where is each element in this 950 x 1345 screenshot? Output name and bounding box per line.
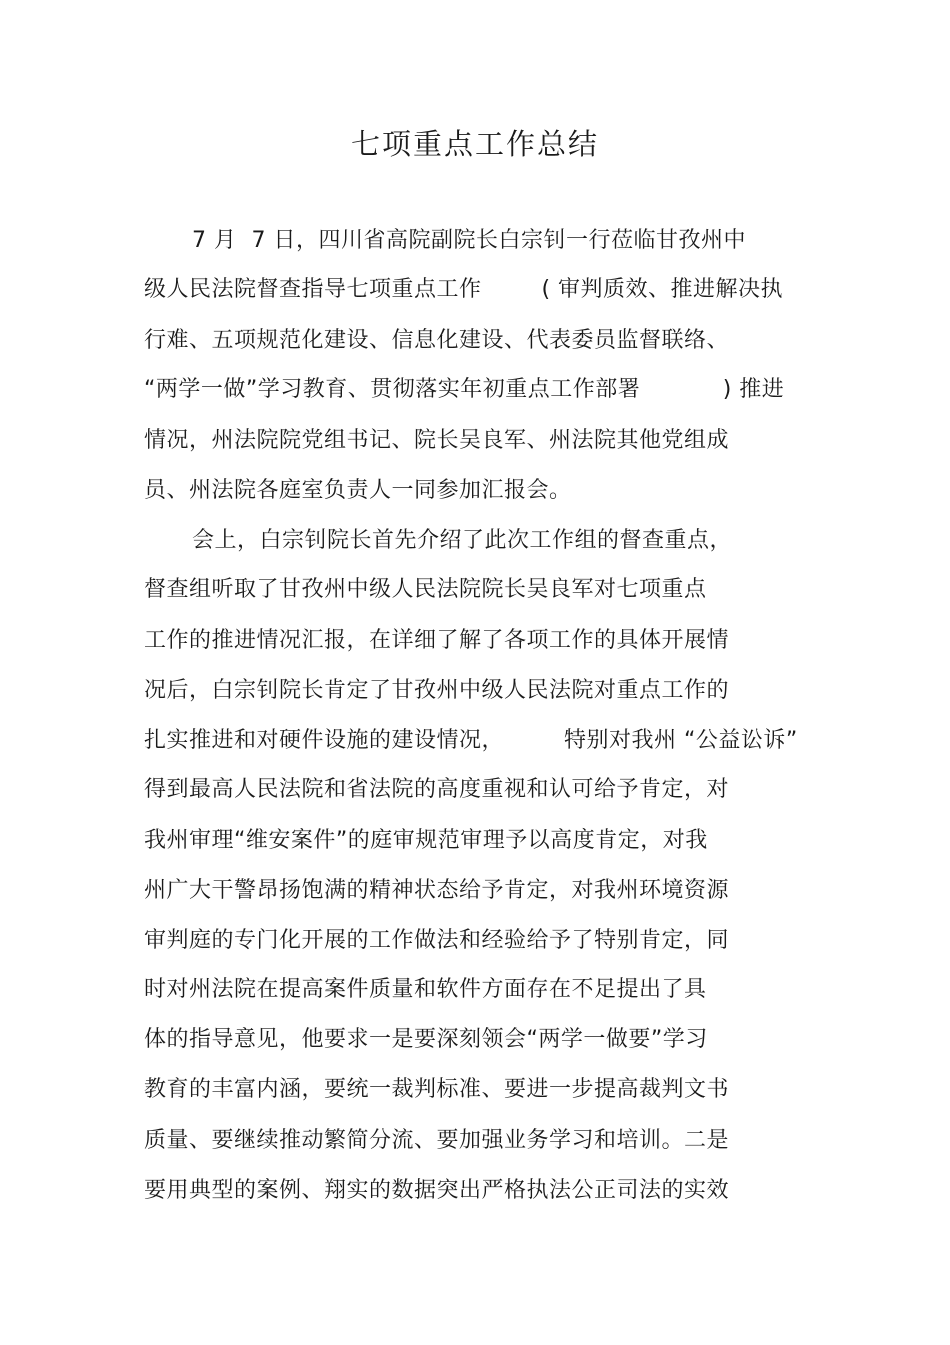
paragraph-1-line-3: 行难、五项规范化建设、信息化建设、代表委员监督联络、 bbox=[144, 328, 730, 353]
paragraph-2-line-7: 我州审理“维安案件”的庭审规范审理予以高度肯定，对我 bbox=[144, 828, 708, 853]
paragraph-2-line-13: 质量、要继续推动繁简分流、要加强业务学习和培训。二是 bbox=[144, 1128, 730, 1153]
paragraph-2-line-6: 得到最高人民法院和省法院的高度重视和认可给予肯定，对 bbox=[144, 777, 730, 802]
paragraph-1-line-4: “两学一做”学习教育、贯彻落实年初重点工作部署 ) 推进 bbox=[144, 377, 785, 402]
paragraph-1-line-2: 级人民法院督查指导七项重点工作 ( 审判质效、推进解决执 bbox=[144, 277, 784, 302]
paragraph-2-line-8: 州广大干警昂扬饱满的精神状态给予肯定，对我州环境资源 bbox=[144, 878, 730, 903]
paragraph-2-line-10: 时对州法院在提高案件质量和软件方面存在不足提出了具 bbox=[144, 977, 707, 1002]
paragraph-1-line-5: 情况，州法院院党组书记、院长吴良军、州法院其他党组成 bbox=[144, 428, 730, 453]
paragraph-2-line-2: 督查组听取了甘孜州中级人民法院院长吴良军对七项重点 bbox=[144, 577, 707, 602]
paragraph-2-line-1: 会上，白宗钊院长首先介绍了此次工作组的督查重点， bbox=[192, 528, 733, 553]
document-title: 七项重点工作总结 bbox=[350, 127, 599, 161]
paragraph-2-line-9: 审判庭的专门化开展的工作做法和经验给予了特别肯定，同 bbox=[144, 928, 730, 953]
paragraph-2-line-4: 况后，白宗钊院长肯定了甘孜州中级人民法院对重点工作的 bbox=[144, 678, 730, 703]
paragraph-2-line-12: 教育的丰富内涵，要统一裁判标准、要进一步提高裁判文书 bbox=[144, 1077, 730, 1102]
paragraph-2-line-14: 要用典型的案例、翔实的数据突出严格执法公正司法的实效 bbox=[144, 1178, 730, 1203]
paragraph-2-line-3: 工作的推进情况汇报，在详细了解了各项工作的具体开展情 bbox=[144, 628, 730, 653]
paragraph-2-line-5: 扎实推进和对硬件设施的建设情况， 特别对我州 “公益讼诉” bbox=[144, 728, 798, 753]
paragraph-1-line-1: 7 月 7 日，四川省高院副院长白宗钊一行莅临甘孜州中 bbox=[192, 228, 746, 253]
paragraph-1-line-6: 员、州法院各庭室负责人一同参加汇报会。 bbox=[144, 478, 572, 503]
paragraph-2-line-11: 体的指导意见，他要求一是要深刻领会“两学一做要”学习 bbox=[144, 1027, 708, 1052]
